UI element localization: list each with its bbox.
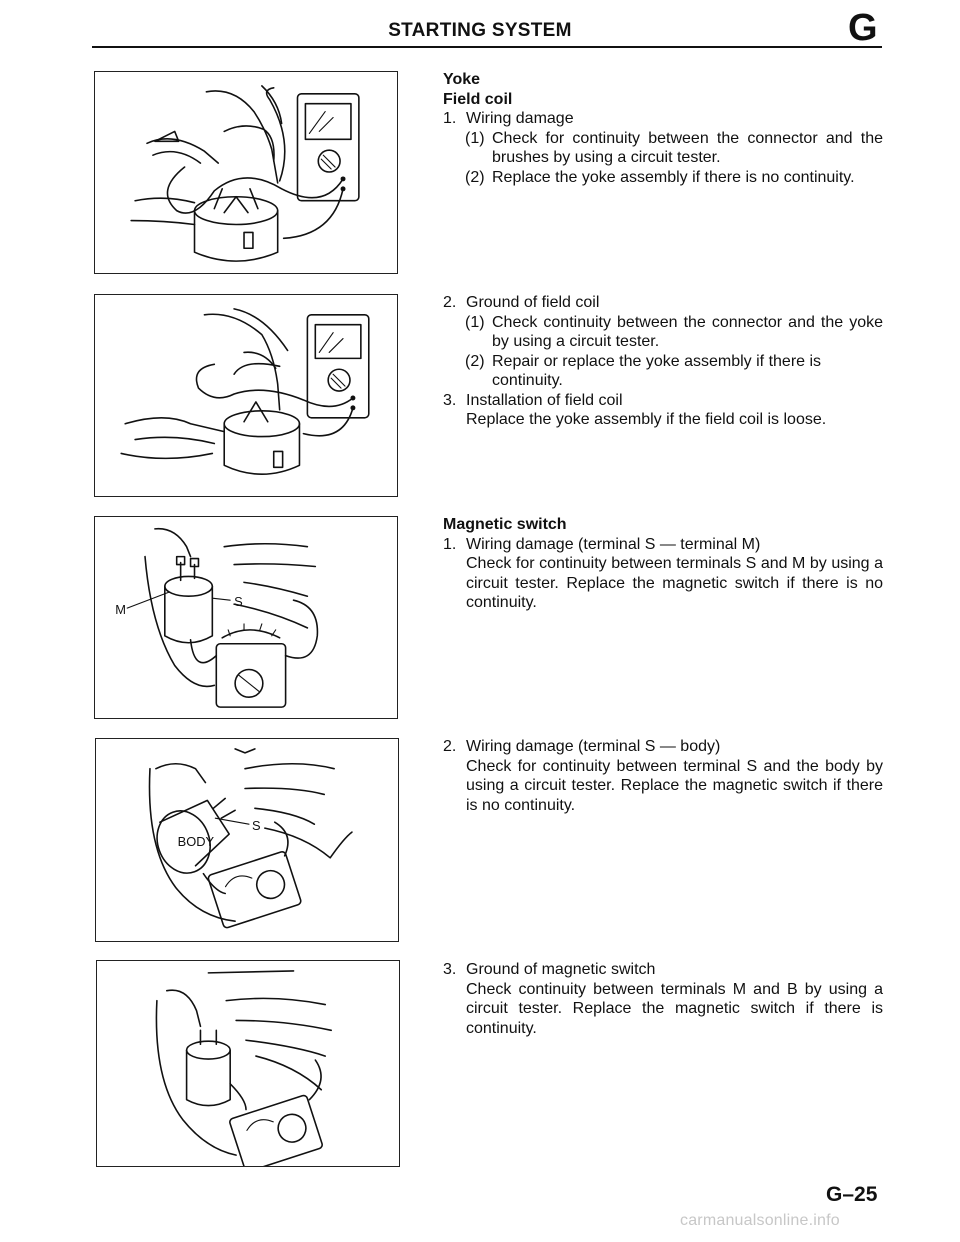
- heading-magnetic-switch: Magnetic switch: [443, 516, 567, 533]
- heading-yoke: Yoke: [443, 71, 481, 88]
- list-item: 2. Wiring damage (terminal S — body): [443, 738, 721, 755]
- magnetic-switch-section: [443, 515, 883, 613]
- sub-item: (1) Check continuity between the connector and the yoke by using a circuit tester.: [465, 313, 883, 350]
- figure-magnetic-switch-ground: [96, 960, 400, 1167]
- magnetic-switch-body-section: [443, 737, 883, 815]
- figure-magnetic-switch-s-body: [95, 738, 399, 942]
- section-letter: G: [848, 7, 878, 49]
- watermark: carmanualsonline.info: [680, 1212, 840, 1229]
- page-number: G–25: [826, 1183, 878, 1206]
- magnetic-switch-s-body-drawing: [96, 739, 398, 941]
- sub-item: (2) Repair or replace the yoke assembly if there is continuity.: [465, 352, 822, 389]
- item-text: Check for continuity between terminal S and the body by using a circuit tester. Replace the magnetic switch if there is no continuity.: [466, 757, 883, 814]
- page-title: STARTING SYSTEM: [388, 20, 572, 41]
- magnetic-switch-ground-section: [443, 960, 883, 1038]
- list-item: 2. Ground of field coil: [443, 294, 600, 311]
- label-terminal-m: M: [115, 602, 127, 618]
- list-item: 3. Ground of magnetic switch: [443, 961, 656, 978]
- field-coil-ground-section: [443, 293, 883, 430]
- list-item: 1. Wiring damage (terminal S — terminal M): [443, 535, 761, 553]
- figure-magnetic-switch-s-m: [94, 516, 398, 719]
- label-body: BODY: [177, 833, 215, 849]
- list-item: 3. Installation of field coil: [443, 391, 623, 409]
- heading-field-coil: Field coil: [443, 90, 513, 108]
- label-terminal-s: S: [251, 818, 261, 834]
- item-text: Check continuity between terminals M and B by using a circuit tester. Replace the magnetic switch if there is continuity.: [466, 980, 883, 1037]
- item-text: Check for continuity between terminals S and M by using a circuit tester. Replace the magnetic switch if there is no continuity.: [466, 555, 883, 611]
- sub-item: (2) Replace the yoke assembly if there is no continuity.: [465, 168, 855, 186]
- magnetic-switch-s-m-drawing: [95, 517, 397, 718]
- figure-field-coil-ground: [94, 294, 398, 497]
- yoke-field-coil-section: [443, 70, 883, 187]
- field-coil-ground-drawing: [95, 295, 397, 496]
- list-item: 1. Wiring damage: [443, 110, 574, 127]
- sub-item: (1) Check for continuity between the connector and the brushes by using a circuit tester.: [465, 129, 883, 166]
- field-coil-wiring-drawing: [95, 72, 397, 273]
- item-text: Replace the yoke assembly if the field coil is loose.: [466, 411, 827, 428]
- figure-field-coil-wiring: [94, 71, 398, 274]
- header-divider: [92, 46, 882, 48]
- label-terminal-s: S: [234, 594, 243, 610]
- magnetic-switch-ground-drawing: [97, 961, 399, 1166]
